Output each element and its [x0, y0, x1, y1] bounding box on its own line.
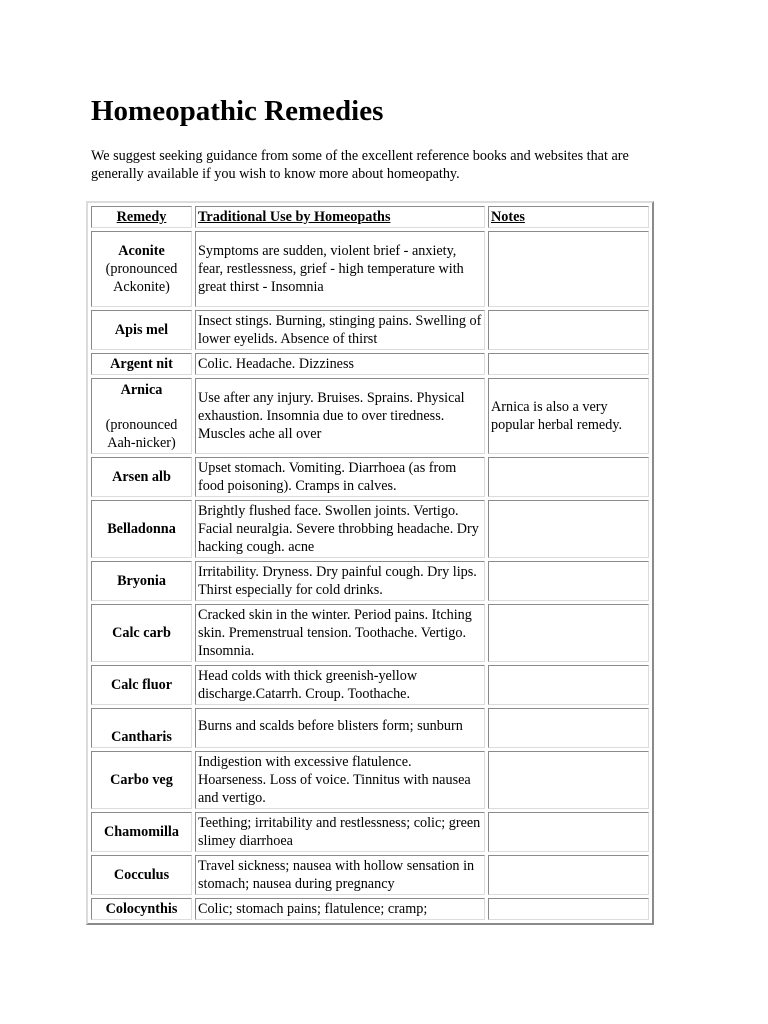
use-cell: Irritability. Dryness. Dry painful cough. Dry lips. Thirst especially for cold drinks.: [195, 561, 485, 601]
remedy-cell: [91, 378, 192, 454]
table-row: [91, 310, 649, 350]
use-cell: Insect stings. Burning, stinging pains. Swelling of lower eyelids. Absence of thirst: [195, 310, 485, 350]
remedy-name: Colocynthis: [105, 901, 178, 917]
remedy-name: Arsen alb: [112, 469, 171, 485]
remedy-cell: [91, 751, 192, 809]
remedy-cell: [91, 665, 192, 705]
table-row: [91, 855, 649, 895]
remedies-table: [86, 201, 654, 925]
use-cell: Travel sickness; nausea with hollow sensation in stomach; nausea during pregnancy: [195, 855, 485, 895]
notes-cell: Arnica is also a very popular herbal remedy.: [488, 378, 649, 454]
remedy-cell: [91, 708, 192, 748]
remedy-cell: [91, 231, 192, 307]
table-header-row: [91, 206, 649, 228]
remedy-name: Calc carb: [112, 625, 171, 641]
table-row: [91, 898, 649, 920]
table-row: [91, 665, 649, 705]
table-row: [91, 751, 649, 809]
remedy-name: Calc fluor: [110, 677, 173, 693]
notes-cell: [488, 310, 649, 350]
notes-cell: [488, 751, 649, 809]
remedy-name: Chamomilla: [104, 824, 179, 840]
notes-cell: [488, 708, 649, 748]
remedy-cell: [91, 604, 192, 662]
notes-cell: [488, 812, 649, 852]
remedy-name: Argent nit: [110, 356, 173, 372]
remedy-cell: [91, 353, 192, 375]
use-cell: Symptoms are sudden, violent brief - anxiety, fear, restlessness, grief - high temperature with great thirst - Insomnia: [195, 231, 485, 307]
header-remedy-label: Remedy: [116, 209, 167, 225]
notes-cell: [488, 231, 649, 307]
table-row: [91, 500, 649, 558]
use-cell: Brightly flushed face. Swollen joints. Vertigo. Facial neuralgia. Severe throbbing headache. Dry hacking cough. acne: [195, 500, 485, 558]
table-row: [91, 561, 649, 601]
header-traditional-use-label: Traditional Use by Homeopaths: [198, 209, 391, 225]
remedy-pronunciation: (pronounced Ackonite): [105, 261, 178, 295]
header-notes: [488, 206, 649, 228]
use-cell: Head colds with thick greenish-yellow discharge.Catarrh. Croup. Toothache.: [195, 665, 485, 705]
remedy-name: Cantharis: [111, 729, 172, 745]
remedy-pronunciation: (pronounced Aah-nicker): [105, 416, 178, 451]
remedy-cell: [91, 855, 192, 895]
use-cell: Colic; stomach pains; flatulence; cramp;: [195, 898, 485, 920]
table-row: [91, 457, 649, 497]
table-row: [91, 604, 649, 662]
remedy-cell: [91, 561, 192, 601]
remedy-name: Apis mel: [114, 322, 169, 338]
use-cell: Indigestion with excessive flatulence. Hoarseness. Loss of voice. Tinnitus with nausea and vertigo.: [195, 751, 485, 809]
intro-paragraph: We suggest seeking guidance from some of the excellent reference books and websites that are generally available if you wish to know more about homeopathy.: [91, 148, 629, 182]
table-row: [91, 231, 649, 307]
header-traditional-use: [195, 206, 485, 228]
remedy-cell: [91, 457, 192, 497]
table-row: [91, 353, 649, 375]
notes-cell: [488, 898, 649, 920]
remedy-cell: [91, 812, 192, 852]
remedy-cell: [91, 500, 192, 558]
notes-cell: [488, 500, 649, 558]
table-row: [91, 378, 649, 454]
remedy-name: Belladonna: [107, 521, 176, 537]
table-row: [91, 812, 649, 852]
use-cell: Burns and scalds before blisters form; sunburn: [195, 708, 485, 748]
header-remedy: [91, 206, 192, 228]
notes-cell: [488, 855, 649, 895]
notes-cell: [488, 665, 649, 705]
use-cell: Upset stomach. Vomiting. Diarrhoea (as from food poisoning). Cramps in calves.: [195, 457, 485, 497]
notes-cell: [488, 561, 649, 601]
remedy-name: Arnica: [120, 381, 163, 398]
use-cell: Colic. Headache. Dizziness: [195, 353, 485, 375]
page-title: Homeopathic Remedies: [91, 95, 384, 127]
notes-cell: [488, 353, 649, 375]
notes-cell: [488, 457, 649, 497]
remedy-name: Bryonia: [117, 573, 166, 589]
remedy-cell: [91, 310, 192, 350]
notes-cell: [488, 604, 649, 662]
remedy-name: Aconite: [118, 243, 165, 259]
remedy-name: Cocculus: [113, 867, 170, 883]
header-notes-label: Notes: [491, 209, 525, 225]
use-cell: Cracked skin in the winter. Period pains. Itching skin. Premenstrual tension. Toothache. Vertigo. Insomnia.: [195, 604, 485, 662]
use-cell: Teething; irritability and restlessness; colic; green slimey diarrhoea: [195, 812, 485, 852]
remedy-name: Carbo veg: [110, 772, 173, 788]
table-row: [91, 708, 649, 748]
use-cell: Use after any injury. Bruises. Sprains. Physical exhaustion. Insomnia due to over tiredness. Muscles ache all over: [195, 378, 485, 454]
remedy-cell: [91, 898, 192, 920]
